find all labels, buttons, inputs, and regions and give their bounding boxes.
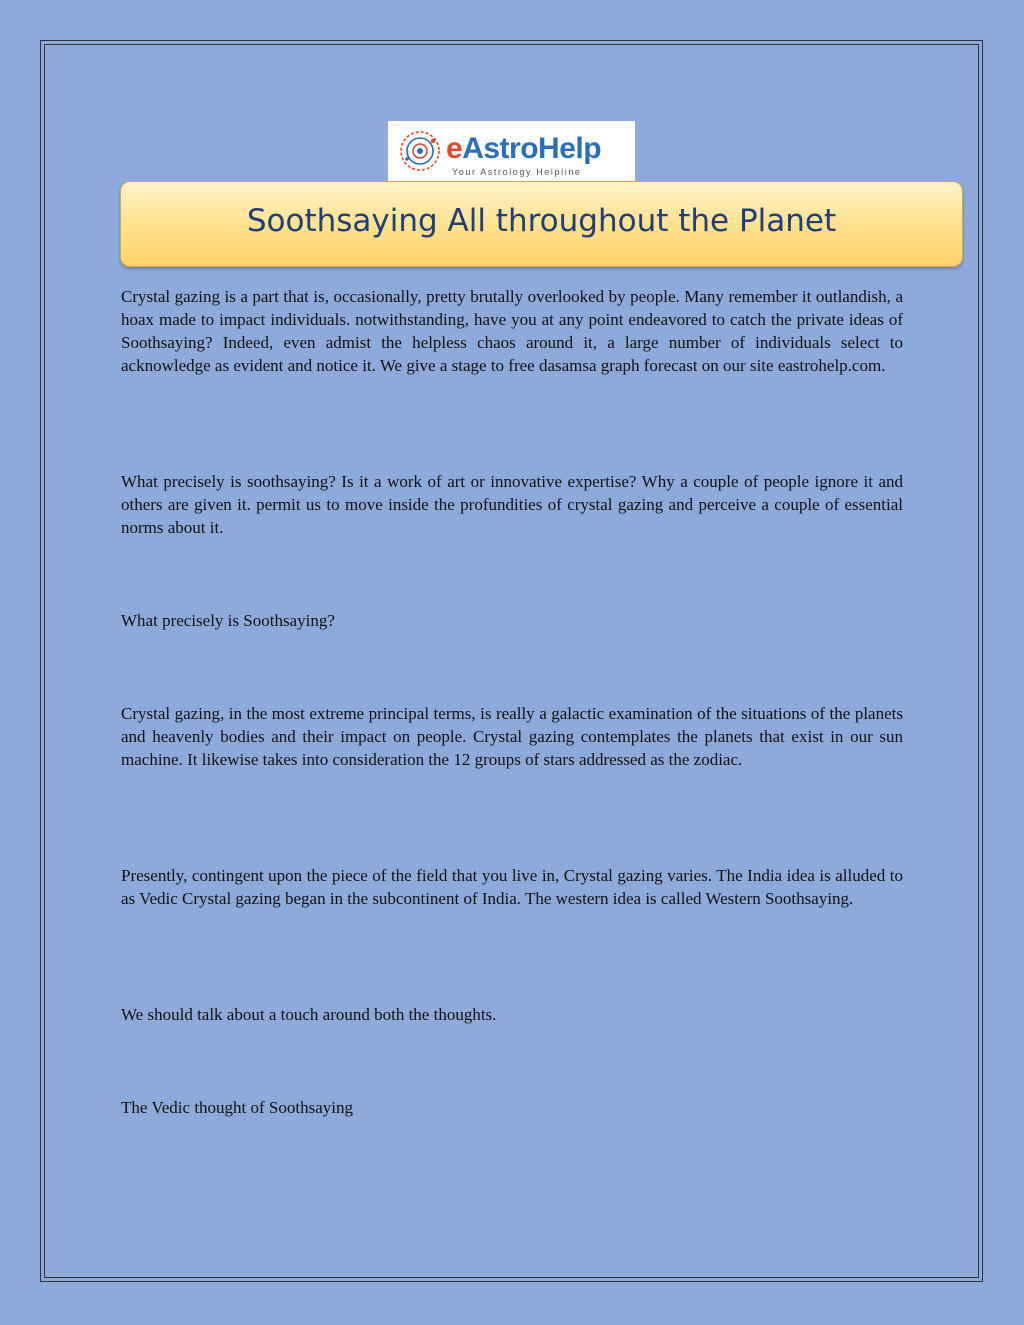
question-paragraph: What precisely is soothsaying? Is it a work of art or innovative expertise? Why a couple of people ignore it and others are given it. permit us to move inside the profundities of crystal gazing and perceive a couple of essential norms about it. [121,472,903,537]
section-heading-vedic: The Vedic thought of Soothsaying [121,1098,353,1117]
section-heading-soothsaying: What precisely is Soothsaying? [121,611,335,630]
logo-letter-e: e [446,132,463,165]
variations-paragraph: Presently, contingent upon the piece of the field that you live in, Crystal gazing varies. The India idea is alluded to as Vedic Crystal gazing began in the subcontinent of India. The western idea is called Western Soothsaying. [121,866,903,908]
page-title: Soothsaying All throughout the Planet [246,203,837,239]
definition-paragraph: Crystal gazing, in the most extreme principal terms, is really a galactic examination of the situations of the planets and heavenly bodies and their impact on people. Crystal gazing contemplates the planets that exist in our sun machine. It likewise takes into consideration the 12 groups of stars addressed as the zodiac. [121,704,903,769]
eastrohelp-logo [388,121,635,183]
logo-tagline: Your Astrology Helpline [452,167,582,177]
logo-brand-name: AstroHelp [462,132,602,165]
logo-wordmark [446,133,601,165]
title-banner [120,181,963,267]
orbit-icon [398,129,442,173]
intro-paragraph: Crystal gazing is a part that is, occasionally, pretty brutally overlooked by people. Many remember it outlandish, a hoax made to impact individuals. notwithstanding, have you at any point endeavored to catch the private ideas of Soothsaying? Indeed, even admist the helpless chaos around it, a large number of individuals select to acknowledge as evident and notice it. We give a stage to free dasamsa graph forecast on our site eastrohelp.com. [121,287,903,375]
discussion-paragraph: We should talk about a touch around both the thoughts. [121,1005,497,1024]
